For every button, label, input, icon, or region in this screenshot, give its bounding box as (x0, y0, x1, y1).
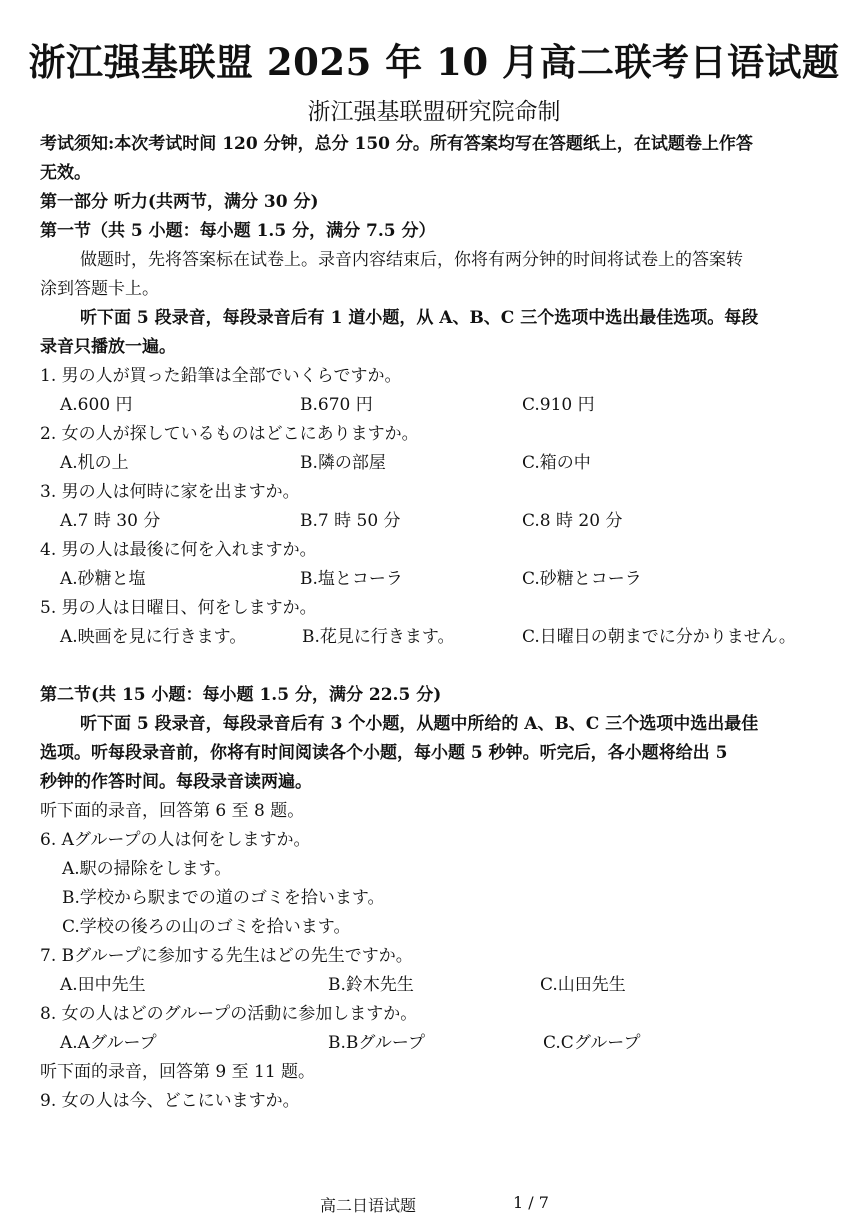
options-row (40, 971, 832, 1000)
section-heading: 第一节（共 5 小题：每小题 1.5 分，满分 7.5 分） (40, 221, 436, 241)
option-c: C.砂糖とコーラ (522, 569, 642, 589)
option-a: A.映画を見に行きます。 (60, 627, 247, 647)
instruction-line: 涂到答题卡上。 (40, 279, 159, 299)
options-row (40, 565, 832, 594)
options-row (40, 449, 832, 478)
footer-label: 高二日语试题 (320, 1196, 417, 1215)
option-a: A.600 円 (60, 395, 133, 415)
instruction-line: 听下面 5 段录音，每段录音后有 3 个小题，从题中所给的 A、B、C 三个选项中选出最佳 (80, 714, 759, 734)
option-a: A.7 時 30 分 (60, 511, 161, 531)
question-text: 3. 男の人は何時に家を出ますか。 (40, 482, 300, 502)
spacer (40, 652, 832, 681)
options-row (40, 391, 832, 420)
page-title: 浙江强基联盟 2025 年 10 月高二联考日语试题 (28, 40, 840, 84)
option-a: A.駅の掃除をします。 (62, 859, 232, 879)
instruction-line: 选项。听每段录音前，你将有时间阅读各个小题，每小题 5 秒钟。听完后，各小题将给出 5 (40, 743, 728, 763)
option-c: C.日曜日の朝までに分かりません。 (522, 627, 796, 647)
option-c: C.8 時 20 分 (522, 511, 623, 531)
notice-line: 考试须知:本次考试时间 120 分钟，总分 150 分。所有答案均写在答题纸上，在试题卷上作答 (40, 134, 753, 154)
page-subtitle: 浙江强基联盟研究院命制 (307, 99, 561, 125)
part-heading: 第一部分 听力(共两节，满分 30 分) (40, 192, 319, 212)
option-a: A.机の上 (60, 453, 129, 473)
option-c: C.Cグループ (543, 1033, 641, 1053)
group-instruction: 听下面的录音，回答第 6 至 8 题。 (40, 801, 305, 821)
option-b: B.7 時 50 分 (300, 511, 401, 531)
option-b: B.学校から駅までの道のゴミを拾います。 (62, 888, 385, 908)
question-text: 5. 男の人は日曜日、何をしますか。 (40, 598, 317, 618)
instruction-line: 秒钟的作答时间。每段录音读两遍。 (40, 772, 312, 792)
option-b: B.隣の部屋 (300, 453, 386, 473)
question-text: 4. 男の人は最後に何を入れますか。 (40, 540, 317, 560)
option-c: C.910 円 (522, 395, 595, 415)
question-text: 6. Aグループの人は何をしますか。 (40, 830, 311, 850)
option-a: A.田中先生 (60, 975, 146, 995)
question-text: 7. Bグループに参加する先生はどの先生ですか。 (40, 946, 413, 966)
question-text: 2. 女の人が探しているものはどこにありますか。 (40, 424, 419, 444)
instruction-line: 听下面 5 段录音，每段录音后有 1 道小题，从 A、B、C 三个选项中选出最佳选项。每段 (80, 308, 759, 328)
section-heading: 第二节(共 15 小题：每小题 1.5 分，满分 22.5 分) (40, 685, 442, 705)
option-c: C.箱の中 (522, 453, 591, 473)
group-instruction: 听下面的录音，回答第 9 至 11 题。 (40, 1062, 316, 1082)
options-row (40, 507, 832, 536)
question-text: 8. 女の人はどのグループの活動に参加しますか。 (40, 1004, 418, 1024)
option-c: C.学校の後ろの山のゴミを拾います。 (62, 917, 351, 937)
page-number: 1 / 7 (513, 1193, 549, 1212)
option-b: B.塩とコーラ (300, 569, 403, 589)
option-b: B.Bグループ (328, 1033, 426, 1053)
notice-line: 无效。 (40, 163, 91, 183)
question-text: 9. 女の人は今、どこにいますか。 (40, 1091, 300, 1111)
option-b: B.花見に行きます。 (302, 627, 455, 647)
question-text: 1. 男の人が買った鉛筆は全部でいくらですか。 (40, 366, 402, 386)
exam-content (40, 130, 832, 1116)
instruction-line: 录音只播放一遍。 (40, 337, 176, 357)
option-a: A.砂糖と塩 (60, 569, 146, 589)
option-b: B.鈴木先生 (328, 975, 414, 995)
options-row (40, 623, 832, 652)
option-b: B.670 円 (300, 395, 373, 415)
option-c: C.山田先生 (540, 975, 626, 995)
instruction-line: 做题时，先将答案标在试卷上。录音内容结束后，你将有两分钟的时间将试卷上的答案转 (80, 250, 743, 270)
option-a: A.Aグループ (60, 1033, 157, 1053)
options-row (40, 1029, 832, 1058)
